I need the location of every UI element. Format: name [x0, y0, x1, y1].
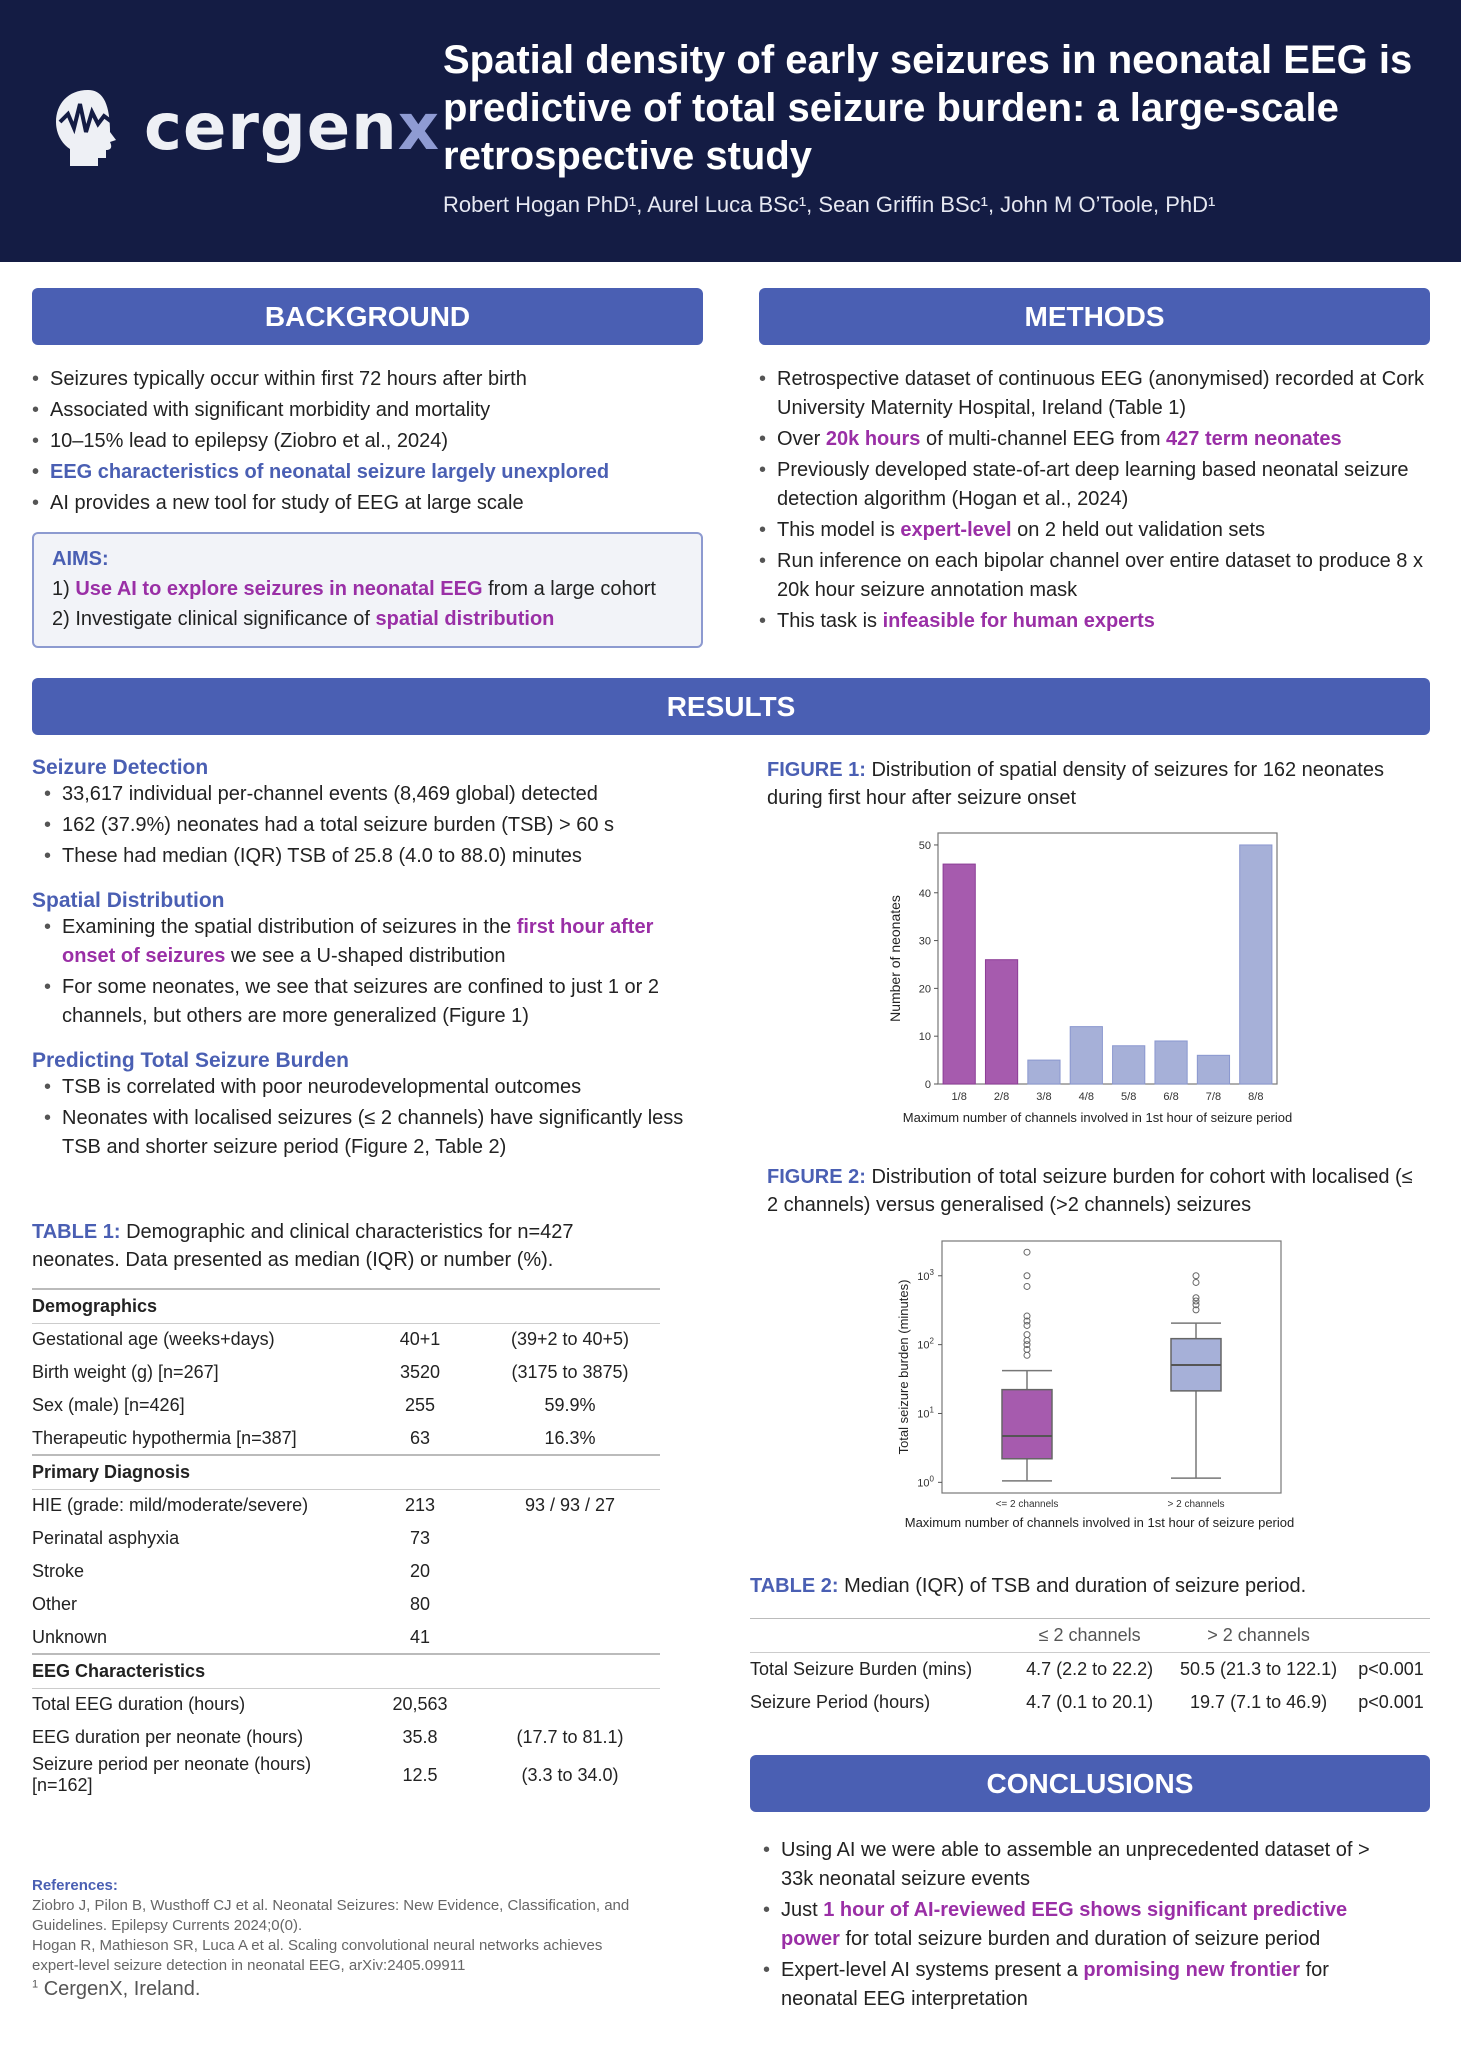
background-bullet: • 10–15% lead to epilepsy (Ziobro et al., 2024) [32, 427, 703, 456]
methods-bullet: • Retrospective dataset of continuous EEG (anonymised) recorded at Cork University Maternity Hospital, Ireland (Table 1) [759, 365, 1430, 423]
bar [943, 864, 975, 1084]
x-tick-label: > 2 channels [1167, 1499, 1225, 1510]
seizure-detection-heading: Seizure Detection [32, 756, 209, 779]
table1-section-header [32, 1654, 660, 1688]
table-cell: 19.7 (7.1 to 46.9) [1190, 1691, 1328, 1712]
table-row [32, 1389, 660, 1422]
x-tick-label: 3/8 [1036, 1091, 1052, 1103]
table-cell: 20,563 [392, 1694, 448, 1715]
x-axis-label: Maximum number of channels involved in 1st hour of seizure period [904, 1515, 1295, 1530]
table1 [32, 1288, 660, 1796]
table-cell: Stroke [32, 1561, 85, 1581]
table-cell: 59.9% [544, 1395, 596, 1415]
table-row [32, 1555, 660, 1588]
table-cell: Seizure period per neonate (hours) [n=162] [32, 1754, 312, 1795]
x-tick-label: 7/8 [1205, 1091, 1222, 1103]
table-cell: 4.7 (0.1 to 20.1) [1026, 1691, 1154, 1712]
table-row [32, 1323, 660, 1356]
table-cell: Birth weight (g) [n=267] [32, 1362, 219, 1382]
table-row [32, 1489, 660, 1522]
x-tick-label: 1/8 [951, 1091, 967, 1103]
conclusion-bullet: • Using AI we were able to assemble an unprecedented dataset of > 33k neonatal seizure events [763, 1836, 1383, 1894]
figure1-bar-chart [870, 820, 1330, 1130]
table2 [750, 1618, 1430, 1719]
background-bullet: • AI provides a new tool for study of EEG at large scale [32, 489, 703, 518]
table-cell: EEG duration per neonate (hours) [32, 1727, 304, 1747]
y-tick-label: 40 [918, 887, 931, 900]
table-cell: Therapeutic hypothermia [n=387] [32, 1427, 297, 1448]
detection-bullet: • 33,617 individual per-channel events (8,469 global) detected [44, 780, 712, 809]
section-title: Demographics [32, 1289, 660, 1323]
table-row [32, 1621, 660, 1654]
table1-caption: TABLE 1: Demographic and clinical characteristics for n=427 neonates. Data presented as median (IQR) or number (%). [32, 1221, 574, 1271]
baby-head-eeg-icon [52, 88, 124, 168]
logo [52, 88, 440, 168]
x-axis-label: Maximum number of channels involved in 1st hour of seizure period [902, 1110, 1293, 1125]
x-tick-label: 2/8 [993, 1091, 1010, 1103]
aims-title: AIMS: [52, 548, 109, 570]
spatial-heading: Spatial Distribution [32, 889, 225, 912]
reference-item: Hogan R, Mathieson SR, Luca A et al. Scaling convolutional neural networks achieves expert-level seizure detection in neonatal EEG, arXiv:2405.09911 [32, 1937, 603, 1974]
conclusions-header: CONCLUSIONS [750, 1755, 1430, 1812]
y-axis-label: Number of neonates [887, 895, 903, 1022]
x-tick-label: <= 2 channels [995, 1499, 1059, 1510]
y-tick-label: 20 [918, 983, 931, 996]
table2-header: > 2 channels [1165, 1619, 1352, 1653]
predict-bullet: • TSB is correlated with poor neurodevelopmental outcomes [44, 1073, 712, 1102]
y-tick-label: $10^0$ [917, 1474, 934, 1490]
background-bullet: • EEG characteristics of neonatal seizure largely unexplored [32, 458, 703, 487]
table-cell [480, 1621, 660, 1654]
table-row [750, 1653, 1430, 1686]
table-row [32, 1754, 660, 1796]
background-bullet: • Associated with significant morbidity and mortality [32, 396, 703, 425]
figure1-caption: FIGURE 1: Distribution of spatial density of seizures for 162 neonates during first hour after seizure onset [767, 759, 1384, 809]
table-cell: 93 / 93 / 27 [524, 1495, 616, 1516]
x-tick-label: 5/8 [1121, 1091, 1137, 1103]
table-cell: 12.5 [402, 1764, 438, 1785]
table-cell: Total EEG duration (hours) [32, 1694, 246, 1715]
aim-1: 1) Use AI to explore seizures in neonatal EEG from a large cohort [52, 578, 656, 600]
bar [1197, 1055, 1229, 1084]
table-cell: Total Seizure Burden (mins) [750, 1658, 973, 1679]
bar [985, 960, 1017, 1084]
references: References: Ziobro J, Pilon B, Wusthoff CJ et al. Neonatal Seizures: New Evidence, Classification, and Guidelines. Epilepsy Currents 2024;0(0). Hogan R, Mathieson SR, Luca A et al. Scaling convolutional neural networks achieves expert-level seizure detection in neonatal EEG, arXiv:2405.09911 [32, 1876, 652, 1976]
table2-header [750, 1619, 1014, 1653]
table-row [32, 1422, 660, 1455]
table1-section-header [32, 1455, 660, 1489]
results-header: RESULTS [32, 678, 1430, 735]
table-cell: Sex (male) [n=426] [32, 1395, 185, 1415]
table-cell: Other [32, 1594, 78, 1614]
detection-bullet: • 162 (37.9%) neonates had a total seizure burden (TSB) > 60 s [44, 811, 712, 840]
outlier [1024, 1249, 1030, 1255]
logo-text: cergenx [144, 91, 440, 165]
methods-bullet: • This model is expert-level on 2 held out validation sets [759, 516, 1430, 545]
spatial-bullet: • For some neonates, we see that seizures are confined to just 1 or 2 channels, but others are more generalized (Figure 1) [44, 973, 712, 1031]
table-cell: Gestational age (weeks+days) [32, 1329, 275, 1350]
x-tick-label: 6/8 [1163, 1091, 1179, 1103]
affiliation: $^1$ CergenX, Ireland. [32, 1978, 201, 2000]
outlier [1024, 1352, 1030, 1358]
x-tick-label: 4/8 [1078, 1091, 1094, 1103]
table-row [32, 1588, 660, 1621]
table-cell: 20 [409, 1561, 431, 1581]
table-cell: 40+1 [399, 1329, 441, 1350]
section-title: EEG Characteristics [32, 1654, 660, 1688]
table1-section-header [32, 1289, 660, 1323]
spatial-bullet: • Examining the spatial distribution of seizures in the first hour after onset of seizures we see a U-shaped distribution [44, 913, 712, 971]
table-cell [480, 1588, 660, 1621]
table-row [32, 1688, 660, 1721]
table-cell: 16.3% [544, 1427, 596, 1448]
methods-bullet: • Run inference on each bipolar channel over entire dataset to produce 8 x 20k hour seizure annotation mask [759, 547, 1430, 605]
results-left [32, 756, 712, 1164]
table-cell: (3.3 to 34.0) [521, 1764, 619, 1785]
y-tick-label: $10^1$ [917, 1405, 934, 1421]
table2-header: ≤ 2 channels [1014, 1619, 1165, 1653]
bar [1240, 845, 1272, 1084]
poster-title: Spatial density of early seizures in neonatal EEG is predictive of total seizure burden: a large-scale retrospective study [443, 38, 1413, 178]
table-cell: 3520 [399, 1362, 441, 1382]
table-cell: HIE (grade: mild/moderate/severe) [32, 1495, 309, 1516]
figure2-box-plot [870, 1230, 1330, 1540]
bar [1028, 1060, 1060, 1084]
table2-header [1352, 1619, 1430, 1653]
table-cell: 41 [409, 1626, 431, 1647]
plot-frame [942, 1241, 1281, 1493]
table-cell: (39+2 to 40+5) [510, 1329, 630, 1350]
conclusion-bullet: • Just 1 hour of AI-reviewed EEG shows significant predictive power for total seizure burden and duration of seizure period [763, 1896, 1383, 1954]
outlier [1024, 1332, 1030, 1338]
methods-bullet: • This task is infeasible for human experts [759, 607, 1430, 636]
table2-caption: TABLE 2: Median (IQR) of TSB and duration of seizure period. [750, 1575, 1307, 1597]
conclusions-list [763, 1836, 1383, 2016]
spatial-list [44, 913, 712, 1031]
table-cell: 213 [404, 1495, 436, 1516]
table-cell: (3175 to 3875) [511, 1362, 629, 1382]
table-cell: Seizure Period (hours) [750, 1691, 931, 1712]
conclusion-bullet: • Expert-level AI systems present a promising new frontier for neonatal EEG interpretation [763, 1956, 1383, 2014]
table-cell: 63 [409, 1427, 431, 1448]
methods-header: METHODS [759, 288, 1430, 345]
reference-item: Ziobro J, Pilon B, Wusthoff CJ et al. Neonatal Seizures: New Evidence, Classification, and Guidelines. Epilepsy Currents 2024;0(0). [32, 1897, 630, 1934]
y-tick-label: 0 [924, 1079, 931, 1091]
methods-bullet: • Over 20k hours of multi-channel EEG from 427 term neonates [759, 425, 1430, 454]
outlier [1193, 1273, 1199, 1279]
y-tick-label: 10 [918, 1031, 931, 1044]
aim-2: 2) Investigate clinical significance of spatial distribution [52, 608, 555, 630]
table-row [32, 1721, 660, 1754]
figure2-caption: FIGURE 2: Distribution of total seizure burden for cohort with localised (≤ 2 channels) versus generalised (>2 channels) seizures [767, 1166, 1413, 1216]
table-row [32, 1356, 660, 1389]
y-tick-label: 50 [918, 839, 931, 852]
table-cell: 4.7 (2.2 to 22.2) [1026, 1658, 1154, 1679]
bar [1070, 1027, 1102, 1084]
bar [1113, 1046, 1145, 1084]
bar [1155, 1041, 1187, 1084]
predict-list [44, 1073, 712, 1162]
detection-list [44, 780, 712, 871]
table-cell: Unknown [32, 1626, 108, 1647]
table-cell: 73 [409, 1528, 431, 1548]
outlier [1024, 1283, 1030, 1289]
table-cell [480, 1555, 660, 1588]
table-cell: (17.7 to 81.1) [516, 1727, 624, 1747]
detection-bullet: • These had median (IQR) TSB of 25.8 (4.0 to 88.0) minutes [44, 842, 712, 871]
table-cell: p<0.001 [1358, 1691, 1424, 1712]
table-row [750, 1686, 1430, 1719]
table-row [32, 1522, 660, 1555]
table-cell: 80 [409, 1594, 431, 1614]
table-cell: p<0.001 [1358, 1658, 1424, 1679]
y-tick-label: $10^3$ [917, 1267, 934, 1283]
y-axis-label: Total seizure burden (minutes) [896, 1279, 911, 1455]
methods-bullet: • Previously developed state-of-art deep learning based neonatal seizure detection algorithm (Hogan et al., 2024) [759, 456, 1430, 514]
table-cell [480, 1522, 660, 1555]
section-title: Primary Diagnosis [32, 1455, 660, 1489]
predict-heading: Predicting Total Seizure Burden [32, 1049, 349, 1072]
y-tick-label: 30 [918, 935, 931, 948]
table-cell: Perinatal asphyxia [32, 1528, 180, 1548]
background-list [32, 365, 703, 520]
table-cell [480, 1688, 660, 1721]
y-tick-label: $10^2$ [917, 1336, 934, 1352]
outlier [1024, 1322, 1030, 1328]
table-cell: 50.5 (21.3 to 122.1) [1180, 1658, 1338, 1679]
predict-bullet: • Neonates with localised seizures (≤ 2 channels) have significantly less TSB and shorter seizure period (Figure 2, Table 2) [44, 1104, 712, 1162]
background-header: BACKGROUND [32, 288, 703, 345]
methods-list [759, 365, 1430, 638]
outlier [1193, 1279, 1199, 1285]
outlier [1024, 1273, 1030, 1279]
aims-box [32, 532, 703, 648]
table-cell: 255 [404, 1395, 436, 1415]
box [1002, 1390, 1052, 1459]
background-bullet: • Seizures typically occur within first 72 hours after birth [32, 365, 703, 394]
authors: Robert Hogan PhD¹, Aurel Luca BSc¹, Sean Griffin BSc¹, John M O’Toole, PhD¹ [443, 192, 1216, 217]
x-tick-label: 8/8 [1248, 1091, 1264, 1103]
table-cell: 35.8 [402, 1727, 438, 1747]
